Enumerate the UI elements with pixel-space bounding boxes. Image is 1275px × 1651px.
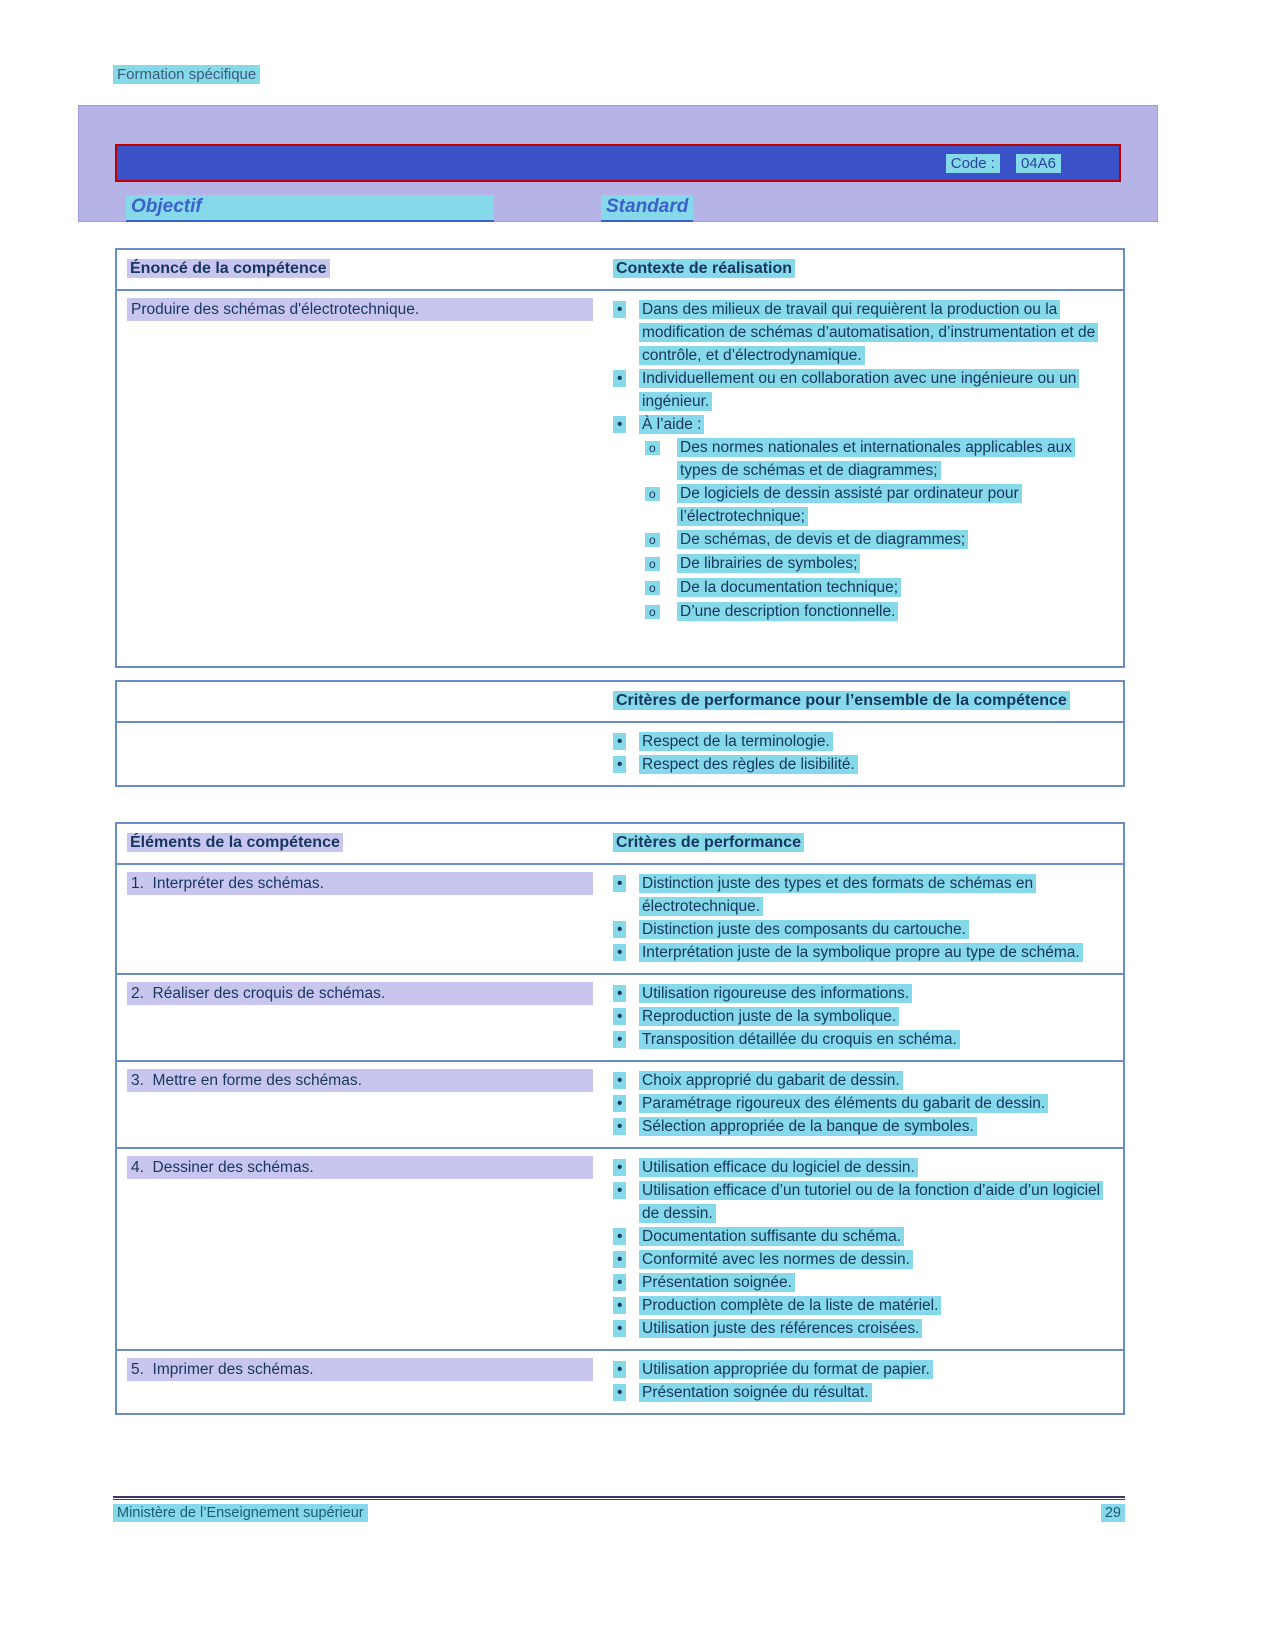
bullet-icon: • — [613, 367, 639, 413]
elements-header-cell — [117, 824, 603, 863]
bullet-icon: • — [613, 1092, 639, 1115]
list-item — [613, 1381, 1113, 1404]
list-item — [613, 436, 1113, 482]
bullet-icon: • — [613, 918, 639, 941]
contexte-cell — [603, 291, 1123, 633]
criteria-cell — [603, 975, 1123, 1060]
footer-divider — [113, 1496, 1125, 1500]
element-row — [117, 863, 1123, 973]
footer-ministry: Ministère de l’Enseignement supérieur — [113, 1504, 368, 1522]
list-item — [613, 1317, 1113, 1340]
list-item — [613, 576, 1113, 600]
list-item — [613, 753, 1113, 776]
contexte-header-cell — [603, 250, 1123, 289]
competence-table — [115, 248, 1125, 668]
element-label: 1. Interpréter des schémas. — [127, 872, 593, 895]
list-item — [613, 600, 1113, 624]
list-item — [613, 941, 1113, 964]
bullet-icon: • — [613, 1381, 639, 1404]
performance-bullet-text: Respect des règles de lisibilité. — [639, 755, 858, 774]
criteria-text: Présentation soignée. — [639, 1273, 795, 1292]
criteria-text: Production complète de la liste de matériel. — [639, 1296, 941, 1315]
criteria-text: Utilisation appropriée du format de papier. — [639, 1360, 933, 1379]
list-item — [613, 1358, 1113, 1381]
performance-table-header-row — [117, 682, 1123, 721]
criteria-text: Utilisation efficace d’un tutoriel ou de la fonction d’aide d’un logiciel de dessin. — [639, 1181, 1103, 1223]
criteria-text: Choix approprié du gabarit de dessin. — [639, 1071, 903, 1090]
element-row — [117, 973, 1123, 1060]
objectif-standard-band — [78, 105, 1158, 222]
code-value: 04A6 — [1016, 154, 1061, 173]
list-item — [613, 528, 1113, 552]
criteria-text: Distinction juste des composants du cartouche. — [639, 920, 969, 939]
bullet-icon: • — [613, 1005, 639, 1028]
criteria-text: Distinction juste des types et des formats de schémas en électrotechnique. — [639, 874, 1036, 916]
elements-header: Éléments de la compétence — [127, 833, 343, 852]
elements-table-header-row — [117, 824, 1123, 863]
criteria-text: Utilisation juste des références croisées. — [639, 1319, 922, 1338]
context-bullet-text: Individuellement ou en collaboration avec une ingénieure ou un ingénieur. — [639, 369, 1079, 411]
bullet-icon: • — [613, 1115, 639, 1138]
list-item — [613, 1069, 1113, 1092]
competence-table-body-row — [117, 289, 1123, 633]
sub-bullet-icon: o — [645, 528, 677, 552]
element-row — [117, 1147, 1123, 1349]
list-item — [613, 1179, 1113, 1225]
enonce-header-cell — [117, 250, 603, 289]
list-item — [613, 1294, 1113, 1317]
bullet-icon: • — [613, 1028, 639, 1051]
aide-sub-bullet-text: De logiciels de dessin assisté par ordinateur pour l’électrotechnique; — [677, 484, 1022, 526]
bullet-icon: • — [613, 1069, 639, 1092]
code-title-bar — [115, 144, 1121, 182]
standard-heading: Standard — [601, 195, 693, 222]
code-label: Code : — [946, 154, 1000, 173]
element-row — [117, 1349, 1123, 1413]
performance-bullet-text: Respect de la terminologie. — [639, 732, 833, 751]
criteria-cell — [603, 865, 1123, 973]
bullet-icon: • — [613, 298, 639, 367]
list-item — [613, 1028, 1113, 1051]
aide-sub-bullet-text: Des normes nationales et internationales applicables aux types de schémas et de diagrammes; — [677, 438, 1075, 480]
bullet-icon: • — [613, 413, 639, 436]
element-label-cell — [117, 1351, 603, 1413]
performance-header-cell — [603, 682, 1123, 721]
criteria-text: Utilisation rigoureuse des informations. — [639, 984, 912, 1003]
sub-bullet-icon: o — [645, 600, 677, 624]
criteria-text: Interprétation juste de la symbolique propre au type de schéma. — [639, 943, 1083, 962]
empty-cell — [117, 723, 603, 785]
criteres-header-cell — [603, 824, 1123, 863]
criteria-text: Présentation soignée du résultat. — [639, 1383, 872, 1402]
footer-page-number: 29 — [1101, 1504, 1125, 1522]
sub-bullet-icon: o — [645, 482, 677, 528]
bullet-icon: • — [613, 941, 639, 964]
aide-sub-bullet-text: De librairies de symboles; — [677, 554, 860, 573]
context-bullet-text: Dans des milieux de travail qui requièrent la production ou la modification de schémas d’automatisation, d’instrumentation et de contrôle, et d’électrodynamique. — [639, 300, 1098, 365]
list-item — [613, 1225, 1113, 1248]
performance-bullets-cell — [603, 723, 1123, 785]
bullet-icon: • — [613, 1156, 639, 1179]
element-label-cell — [117, 975, 603, 1060]
element-row — [117, 1060, 1123, 1147]
aide-sub-bullet-text: De schémas, de devis et de diagrammes; — [677, 530, 968, 549]
bullet-icon: • — [613, 1358, 639, 1381]
list-item — [613, 1248, 1113, 1271]
list-item — [613, 1092, 1113, 1115]
element-label: 4. Dessiner des schémas. — [127, 1156, 593, 1179]
bullet-icon: • — [613, 730, 639, 753]
criteria-cell — [603, 1351, 1123, 1413]
sub-bullet-icon: o — [645, 576, 677, 600]
competence-table-header-row — [117, 250, 1123, 289]
aide-sub-bullet-text: D’une description fonctionnelle. — [677, 602, 898, 621]
criteria-text: Documentation suffisante du schéma. — [639, 1227, 904, 1246]
criteria-text: Paramétrage rigoureux des éléments du gabarit de dessin. — [639, 1094, 1048, 1113]
list-item — [613, 413, 1113, 436]
list-item — [613, 872, 1113, 918]
criteria-cell — [603, 1149, 1123, 1349]
empty-cell — [117, 682, 603, 721]
element-label: 2. Réaliser des croquis de schémas. — [127, 982, 593, 1005]
bullet-icon: • — [613, 1294, 639, 1317]
list-item — [613, 367, 1113, 413]
performance-table — [115, 680, 1125, 787]
bullet-icon: • — [613, 753, 639, 776]
list-item — [613, 1156, 1113, 1179]
criteria-text: Transposition détaillée du croquis en schéma. — [639, 1030, 960, 1049]
list-item — [613, 552, 1113, 576]
bullet-icon: • — [613, 1317, 639, 1340]
section-label-text: Formation spécifique — [113, 65, 260, 84]
criteria-cell — [603, 1062, 1123, 1147]
criteria-text: Sélection appropriée de la banque de symboles. — [639, 1117, 977, 1136]
bullet-icon: • — [613, 1248, 639, 1271]
list-item — [613, 918, 1113, 941]
context-bullet-text: À l’aide : — [639, 415, 704, 434]
list-item — [613, 482, 1113, 528]
section-label — [113, 66, 260, 83]
criteria-text: Reproduction juste de la symbolique. — [639, 1007, 899, 1026]
competence-statement-cell — [117, 291, 603, 633]
bullet-icon: • — [613, 982, 639, 1005]
bullet-icon: • — [613, 872, 639, 918]
criteria-text: Utilisation efficace du logiciel de dessin. — [639, 1158, 918, 1177]
bullet-icon: • — [613, 1179, 639, 1225]
contexte-header: Contexte de réalisation — [613, 259, 795, 278]
criteres-header: Critères de performance — [613, 833, 804, 852]
objectif-heading: Objectif — [126, 195, 494, 222]
list-item — [613, 1271, 1113, 1294]
footer — [113, 1504, 1125, 1522]
criteria-text: Conformité avec les normes de dessin. — [639, 1250, 913, 1269]
bullet-icon: • — [613, 1271, 639, 1294]
aide-sub-bullet-text: De la documentation technique; — [677, 578, 901, 597]
element-label-cell — [117, 865, 603, 973]
list-item — [613, 982, 1113, 1005]
list-item — [613, 730, 1113, 753]
list-item — [613, 1005, 1113, 1028]
element-label-cell — [117, 1062, 603, 1147]
bullet-icon: • — [613, 1225, 639, 1248]
performance-table-body-row — [117, 721, 1123, 785]
list-item — [613, 1115, 1113, 1138]
element-label-cell — [117, 1149, 603, 1349]
element-label: 3. Mettre en forme des schémas. — [127, 1069, 593, 1092]
sub-bullet-icon: o — [645, 436, 677, 482]
competence-statement: Produire des schémas d'électrotechnique. — [127, 298, 593, 321]
performance-header: Critères de performance pour l’ensemble de la compétence — [613, 691, 1070, 710]
elements-table — [115, 822, 1125, 1415]
element-label: 5. Imprimer des schémas. — [127, 1358, 593, 1381]
enonce-header: Énoncé de la compétence — [127, 259, 330, 278]
list-item — [613, 298, 1113, 367]
sub-bullet-icon: o — [645, 552, 677, 576]
